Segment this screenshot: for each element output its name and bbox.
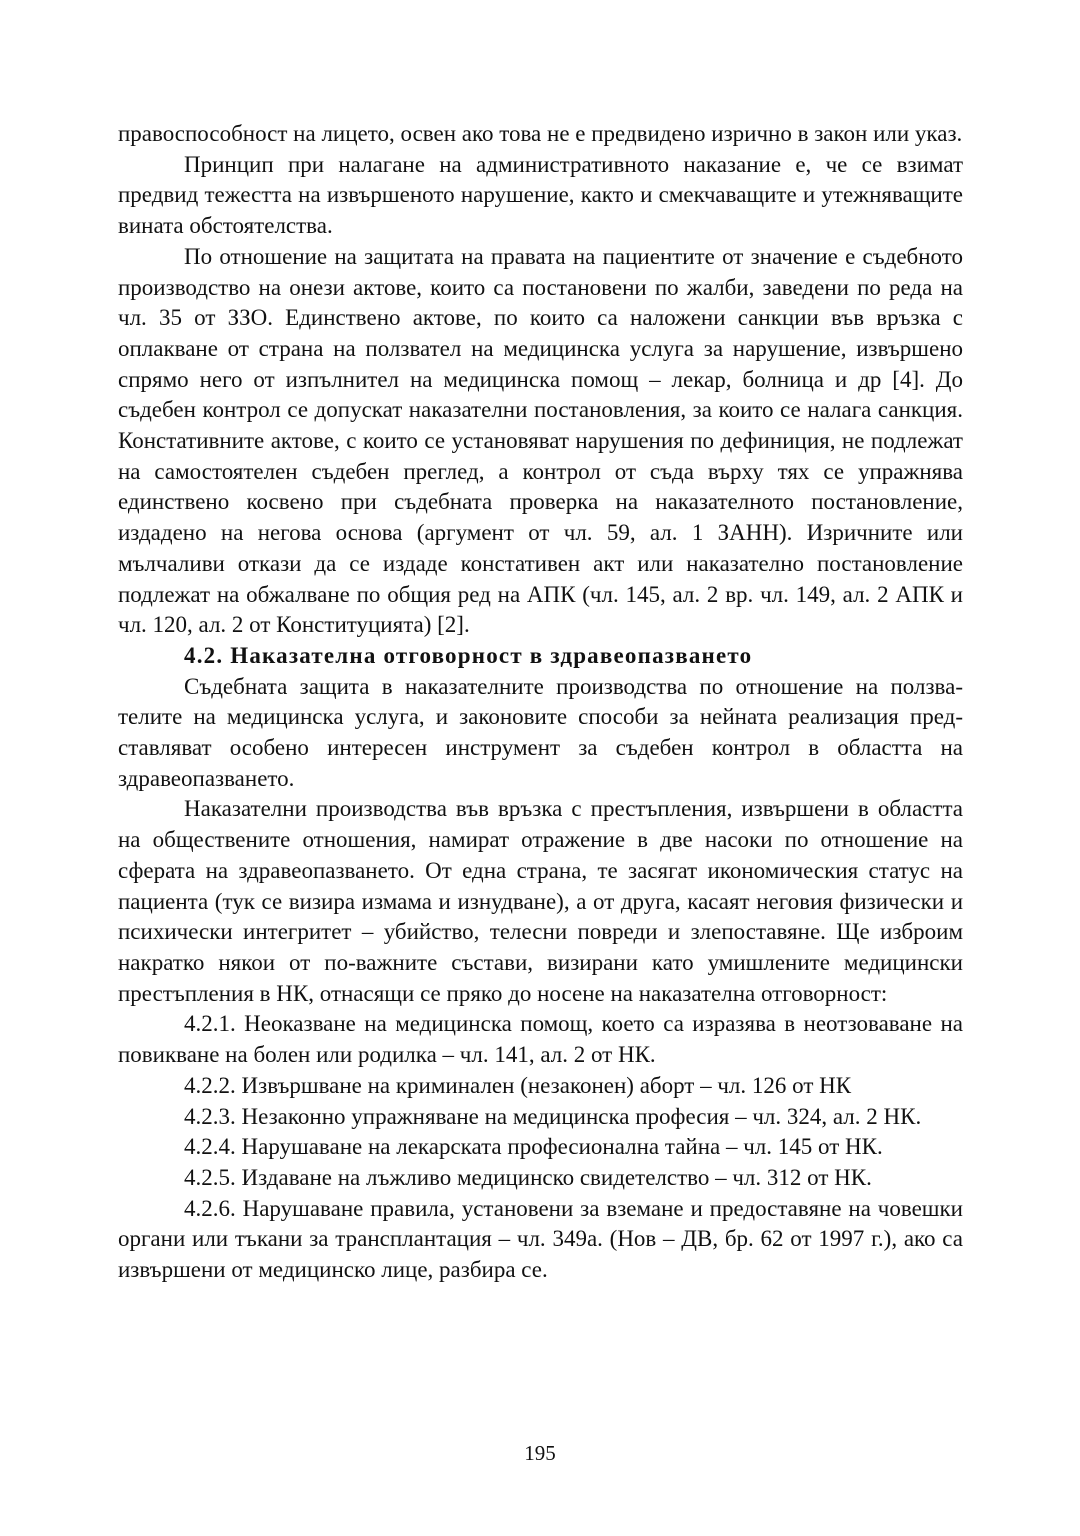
paragraph-judicial-protection: Съдебната защита в наказателните производства по отношение на ползвателите на медицинска услуга, и законовите способи за нейната реализация представляват особено интересен инструмент за съдебен контрол в областта на здравеопазването. — [118, 673, 963, 791]
paragraph-continuation: правоспособност на лицето, освен ако това не е предвидено изрично в закон или указ. — [118, 121, 963, 146]
list-item-4-2-1: 4.2.1. Неоказване на медицинска помощ, което са изразява в неотзоваване на повикване на болен или родилка – чл. 141, ал. 2 от НК. — [118, 1011, 963, 1068]
page-number: 195 — [524, 1441, 556, 1465]
paragraph-criminal-proceedings: Наказателни производства във връзка с престъпления, извършени в областта на обществените отношения, намират отражение в две насоки по отношение на сферата на здравеопазването. От една страна, те засягат икономическия статус на пациента (тук се визира измама и изнудване), а от друга, касаят неговия физически и психически интегритет – убийство, телесни повреди и злепоставяне. Ще изброим накратко някои от по-важните състави, визирани като умишлените медицински престъпления в НК, отнасящи се пряко до носене на наказателна отговорност: — [118, 796, 963, 1006]
section-heading: 4.2. Наказателна отговорност в здравеопазването — [184, 642, 753, 668]
list-item-4-2-3: 4.2.3. Незаконно упражняване на медицинска професия – чл. 324, ал. 2 НК. — [184, 1103, 922, 1129]
paragraph-judicial-review: По отношение на защитата на правата на пациентите от значение е съдебното производство на онези актове, които са постановени по жалби, заведени по реда на чл. 35 от ЗЗО. Единствено актове, по които са наложени санкции във връзка с оплакване от страна на ползвател на медицинска услуга за нарушение, извършено спрямо него от изпълнител на медицинска помощ – лекар, болница и др [4]. До съдебен контрол се допускат наказателни постановления, за които се налага санкция. Констативните актове, с които се установяват нарушения по дефиниция, не подлежат на самостоятелен съдебен преглед, а контрол от съда върху тях се упражнява единствено косвено при съдебната проверка на наказателното постановление, издадено на негова основа (аргумент от чл. 59, ал. 1 ЗАНН). Изричните или мълчаливи откази да се издаде констативен акт или наказателно постановление подлежат на обжалване по общия ред на АПК (чл. 145, ал. 2 вр. чл. 149, ал. 2 АПК и чл. 120, ал. 2 от Конституцията) [2]. — [118, 243, 963, 638]
page-body — [118, 119, 963, 1286]
list-item-4-2-4: 4.2.4. Нарушаване на лекарската професионална тайна – чл. 145 от НК. — [184, 1134, 883, 1160]
list-item-4-2-6: 4.2.6. Нарушаване правила, установени за вземане и предоставяне на човешки органи или тъкани за трансплантация – чл. 349а. (Нов – ДВ, бр. 62 от 1997 г.), ако са извършени от медицинско лице, разбира се. — [118, 1195, 963, 1283]
list-item-4-2-5: 4.2.5. Издаване на лъжливо медицинско свидетелство – чл. 312 от НК. — [184, 1164, 872, 1190]
paragraph-administrative-penalty-principle: Принцип при налагане на административното наказание е, че се взимат предвид тежестта на извършеното нарушение, както и смекчаващите и утежняващите вината обстоятелства. — [118, 151, 963, 239]
list-item-4-2-2: 4.2.2. Извършване на криминален (незаконен) аборт – чл. 126 от НК — [184, 1072, 852, 1098]
